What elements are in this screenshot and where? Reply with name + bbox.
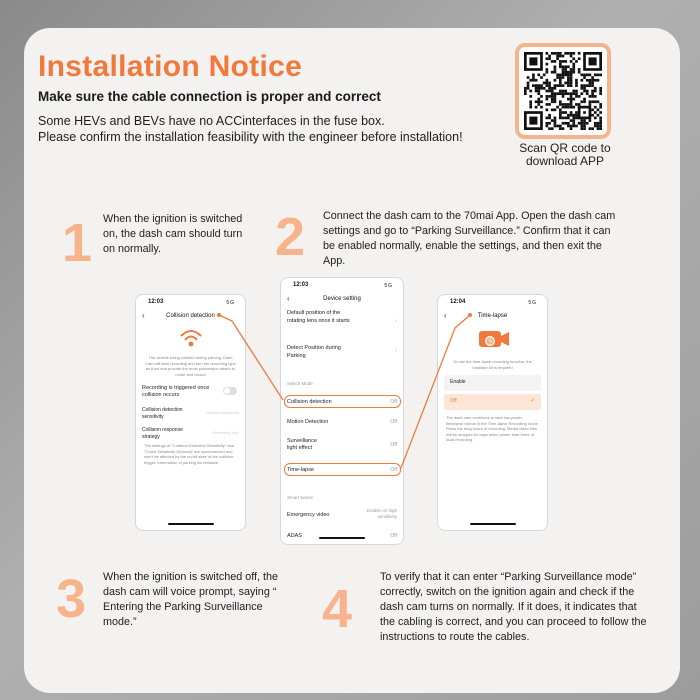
status-time: 12:03 <box>293 282 309 288</box>
step-1-number: 1 <box>62 213 93 273</box>
step-2-text: Connect the dash cam to the 70mai App. Open the dash cam settings and go to “Parking Surveillance.” Confirm that it can be enabled normally, enable the settings, and then exit the App. <box>323 210 616 267</box>
time-lapse-description: The dash cam continues to take low-power timelapse videos in the Time-lapse Recording mode. Press the blog hours of recording. Media video files will be stopped for days when power than three of local recording. <box>446 415 539 442</box>
page-subtitle: Make sure the cable connection is proper and correct <box>38 89 381 104</box>
collision-description: The vehicle being collided during parking. Dash Cam will start recording and turn the recording type as front and provide the most possession attach to mode and record <box>145 355 236 377</box>
screen-title: Time-lapse <box>477 313 508 319</box>
collision-detection-value: Off <box>390 399 397 405</box>
time-lapse-value: Off <box>390 467 397 473</box>
step-4-text: To verify that it can enter “Parking Surveillance mode” correctly, switch on the ignition again and check if the dash cam turns on normally. If it does, it indicates that the cabling is correct, and you can proceed to follow the instructions to route the cables. <box>380 571 647 643</box>
qr-caption-line-1: Scan QR code to <box>519 141 611 155</box>
step-4-number: 4 <box>322 579 353 639</box>
step-1-text: When the ignition is switched on, the dash cam should turn on normally. <box>103 213 243 255</box>
step-2-number: 2 <box>275 207 306 267</box>
section-smart-sense: Smart Sense <box>287 495 314 500</box>
status-signal: 5G <box>528 300 537 306</box>
back-icon[interactable]: ‹ <box>444 311 447 320</box>
description-line-2: Please confirm the installation feasibility with the engineer before installation! <box>38 130 463 144</box>
setting-adas[interactable]: ADAS <box>287 533 302 539</box>
connector-collision-line <box>219 315 283 400</box>
status-signal: 5G <box>226 300 235 306</box>
setting-detect-position[interactable]: Detect Position during Parking <box>287 345 341 359</box>
connector-collision-dot <box>217 313 221 317</box>
connector-time-lapse-line <box>401 315 470 468</box>
page-title: Installation Notice <box>38 50 303 83</box>
chevron-right-icon: › <box>395 318 397 324</box>
response-strategy-value: Recording only <box>212 430 239 435</box>
option-enable-label: Enable <box>450 379 466 385</box>
response-strategy-label[interactable]: Collision response strategy <box>142 427 183 440</box>
sensitivity-value: Medium sensitivity <box>206 410 239 415</box>
sensitivity-label[interactable]: Collision detection sensitivity <box>142 407 183 420</box>
screen-title: Device setting <box>323 296 361 302</box>
emergency-video-value: Enable on high sensitivity <box>366 508 397 519</box>
step-3-text: When the ignition is switched off, the dash cam will voice prompt, saying “ Entering the Parking Surveillance mode.” <box>103 571 279 628</box>
setting-emergency-video[interactable]: Emergency video <box>287 512 330 518</box>
option-off-label: Off <box>450 398 457 404</box>
adas-value: Off <box>390 533 397 539</box>
setting-time-lapse[interactable]: Time-lapse <box>287 467 314 473</box>
setting-motion-detection[interactable]: Motion Detection <box>287 419 329 425</box>
chevron-right-icon: › <box>395 348 397 354</box>
status-signal: 5G <box>384 283 393 289</box>
collision-footnote: The settings of “Collision Detection Sensitivity” and “Crash Sensitivity (Normal)” are synchronized and won't be affected by the on/off state of the collision trigger. Information of parking surveillance. <box>144 443 235 465</box>
step-3-number: 3 <box>56 569 87 629</box>
status-time: 12:03 <box>148 299 164 305</box>
motion-detection-value: Off <box>390 419 397 425</box>
time-lapse-intro: To use the time-lapse recording function, the hardwire kit is required <box>453 359 532 370</box>
check-icon: ✓ <box>529 398 535 404</box>
collision-toggle-label: Recording is triggered once collision occurs <box>142 385 210 398</box>
connector-time-lapse-dot <box>468 313 472 317</box>
description-line-1: Some HEVs and BEVs have no ACCinterfaces in the fuse box. <box>38 114 385 128</box>
screen-title: Collision detection <box>166 313 215 319</box>
back-icon[interactable]: ‹ <box>287 294 290 303</box>
surveillance-light-value: Off <box>390 442 397 448</box>
qr-caption-line-2: download APP <box>525 154 605 168</box>
status-time: 12:04 <box>450 299 466 305</box>
setting-default-lens-position[interactable]: Default position of the rotating lens once it starts <box>287 310 350 324</box>
section-switch-mode: Switch Mode <box>287 381 313 386</box>
setting-surveillance-light[interactable]: Surveillance light effect <box>287 438 317 451</box>
setting-collision-detection[interactable]: Collision detection <box>287 399 332 405</box>
back-icon[interactable]: ‹ <box>142 311 145 320</box>
